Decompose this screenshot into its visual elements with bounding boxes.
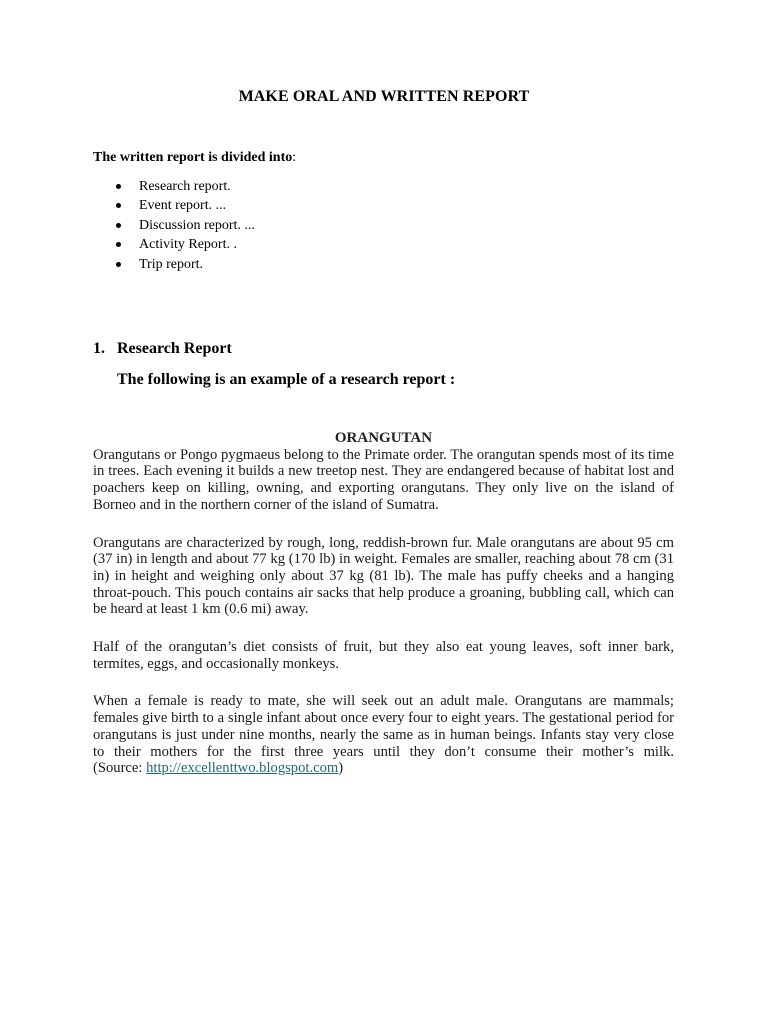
list-item-label: Research report. — [139, 179, 231, 194]
list-item — [93, 255, 255, 274]
article-title: ORANGUTAN — [334, 430, 433, 446]
list-item — [93, 196, 255, 215]
report-types-list — [93, 177, 255, 274]
source-citation — [93, 760, 674, 777]
intro-line — [93, 150, 296, 166]
section-heading-text: Research Report — [117, 340, 232, 357]
bullet-icon — [116, 242, 121, 247]
source-prefix: (Source: — [93, 760, 147, 777]
list-item-label: Discussion report. ... — [139, 217, 255, 233]
article-paragraph: Orangutans or Pongo pygmaeus belong to the Primate order. The orangutan spends most of its time in trees. Each evening it builds a new treetop nest. They are endangered because of habitat lost and poachers keep on killing, owning, and exporting orangutans. They only live on the island of Borneo and in the northern corner of the island of Sumatra. — [93, 446, 674, 513]
bullet-icon — [116, 203, 121, 208]
section-heading — [93, 340, 232, 358]
list-item-label: Trip report. — [139, 256, 204, 272]
bullet-icon — [116, 223, 121, 228]
list-item-label: Event report. ... — [139, 198, 227, 214]
list-item — [93, 177, 255, 196]
intro-colon: : — [292, 150, 297, 165]
intro-label: The written report is divided into — [93, 150, 293, 165]
list-item-label: Activity Report. . — [139, 237, 237, 253]
source-suffix: ) — [338, 760, 344, 777]
list-item — [93, 216, 255, 235]
list-item — [93, 235, 255, 254]
article — [93, 430, 674, 777]
article-paragraph: Orangutans are characterized by rough, long, reddish-brown fur. Male orangutans are about 95 cm (37 in) in length and about 77 kg (170 lb) in weight. Females are smaller, reaching about 78 cm (31 in) in height and weighing only about 37 kg (81 lb). The male has puffy cheeks and a hanging throat-pouch. This pouch contains air sacks that help produce a groaning, bubbling call, which can be heard at least 1 km (0.6 mi) away. — [93, 534, 674, 618]
section-number: 1. — [93, 340, 105, 357]
bullet-icon — [116, 184, 121, 189]
document-title: MAKE ORAL AND WRITTEN REPORT — [238, 88, 530, 105]
article-paragraph: When a female is ready to mate, she will seek out an adult male. Orangutans are mammals; females give birth to a single infant about once every four to eight years. The gestational period for orangutans is just under nine months, nearly the same as in human beings. Infants stay very close to their mothers for the first three years until they don’t consume their mother’s milk. — [93, 693, 674, 760]
section-subheading: The following is an example of a research report : — [117, 371, 456, 388]
source-link[interactable]: http://excellenttwo.blogspot.com — [146, 760, 339, 777]
article-paragraph: Half of the orangutan’s diet consists of fruit, but they also eat young leaves, soft inner bark, termites, eggs, and occasionally monkeys. — [93, 639, 674, 672]
bullet-icon — [116, 262, 121, 267]
